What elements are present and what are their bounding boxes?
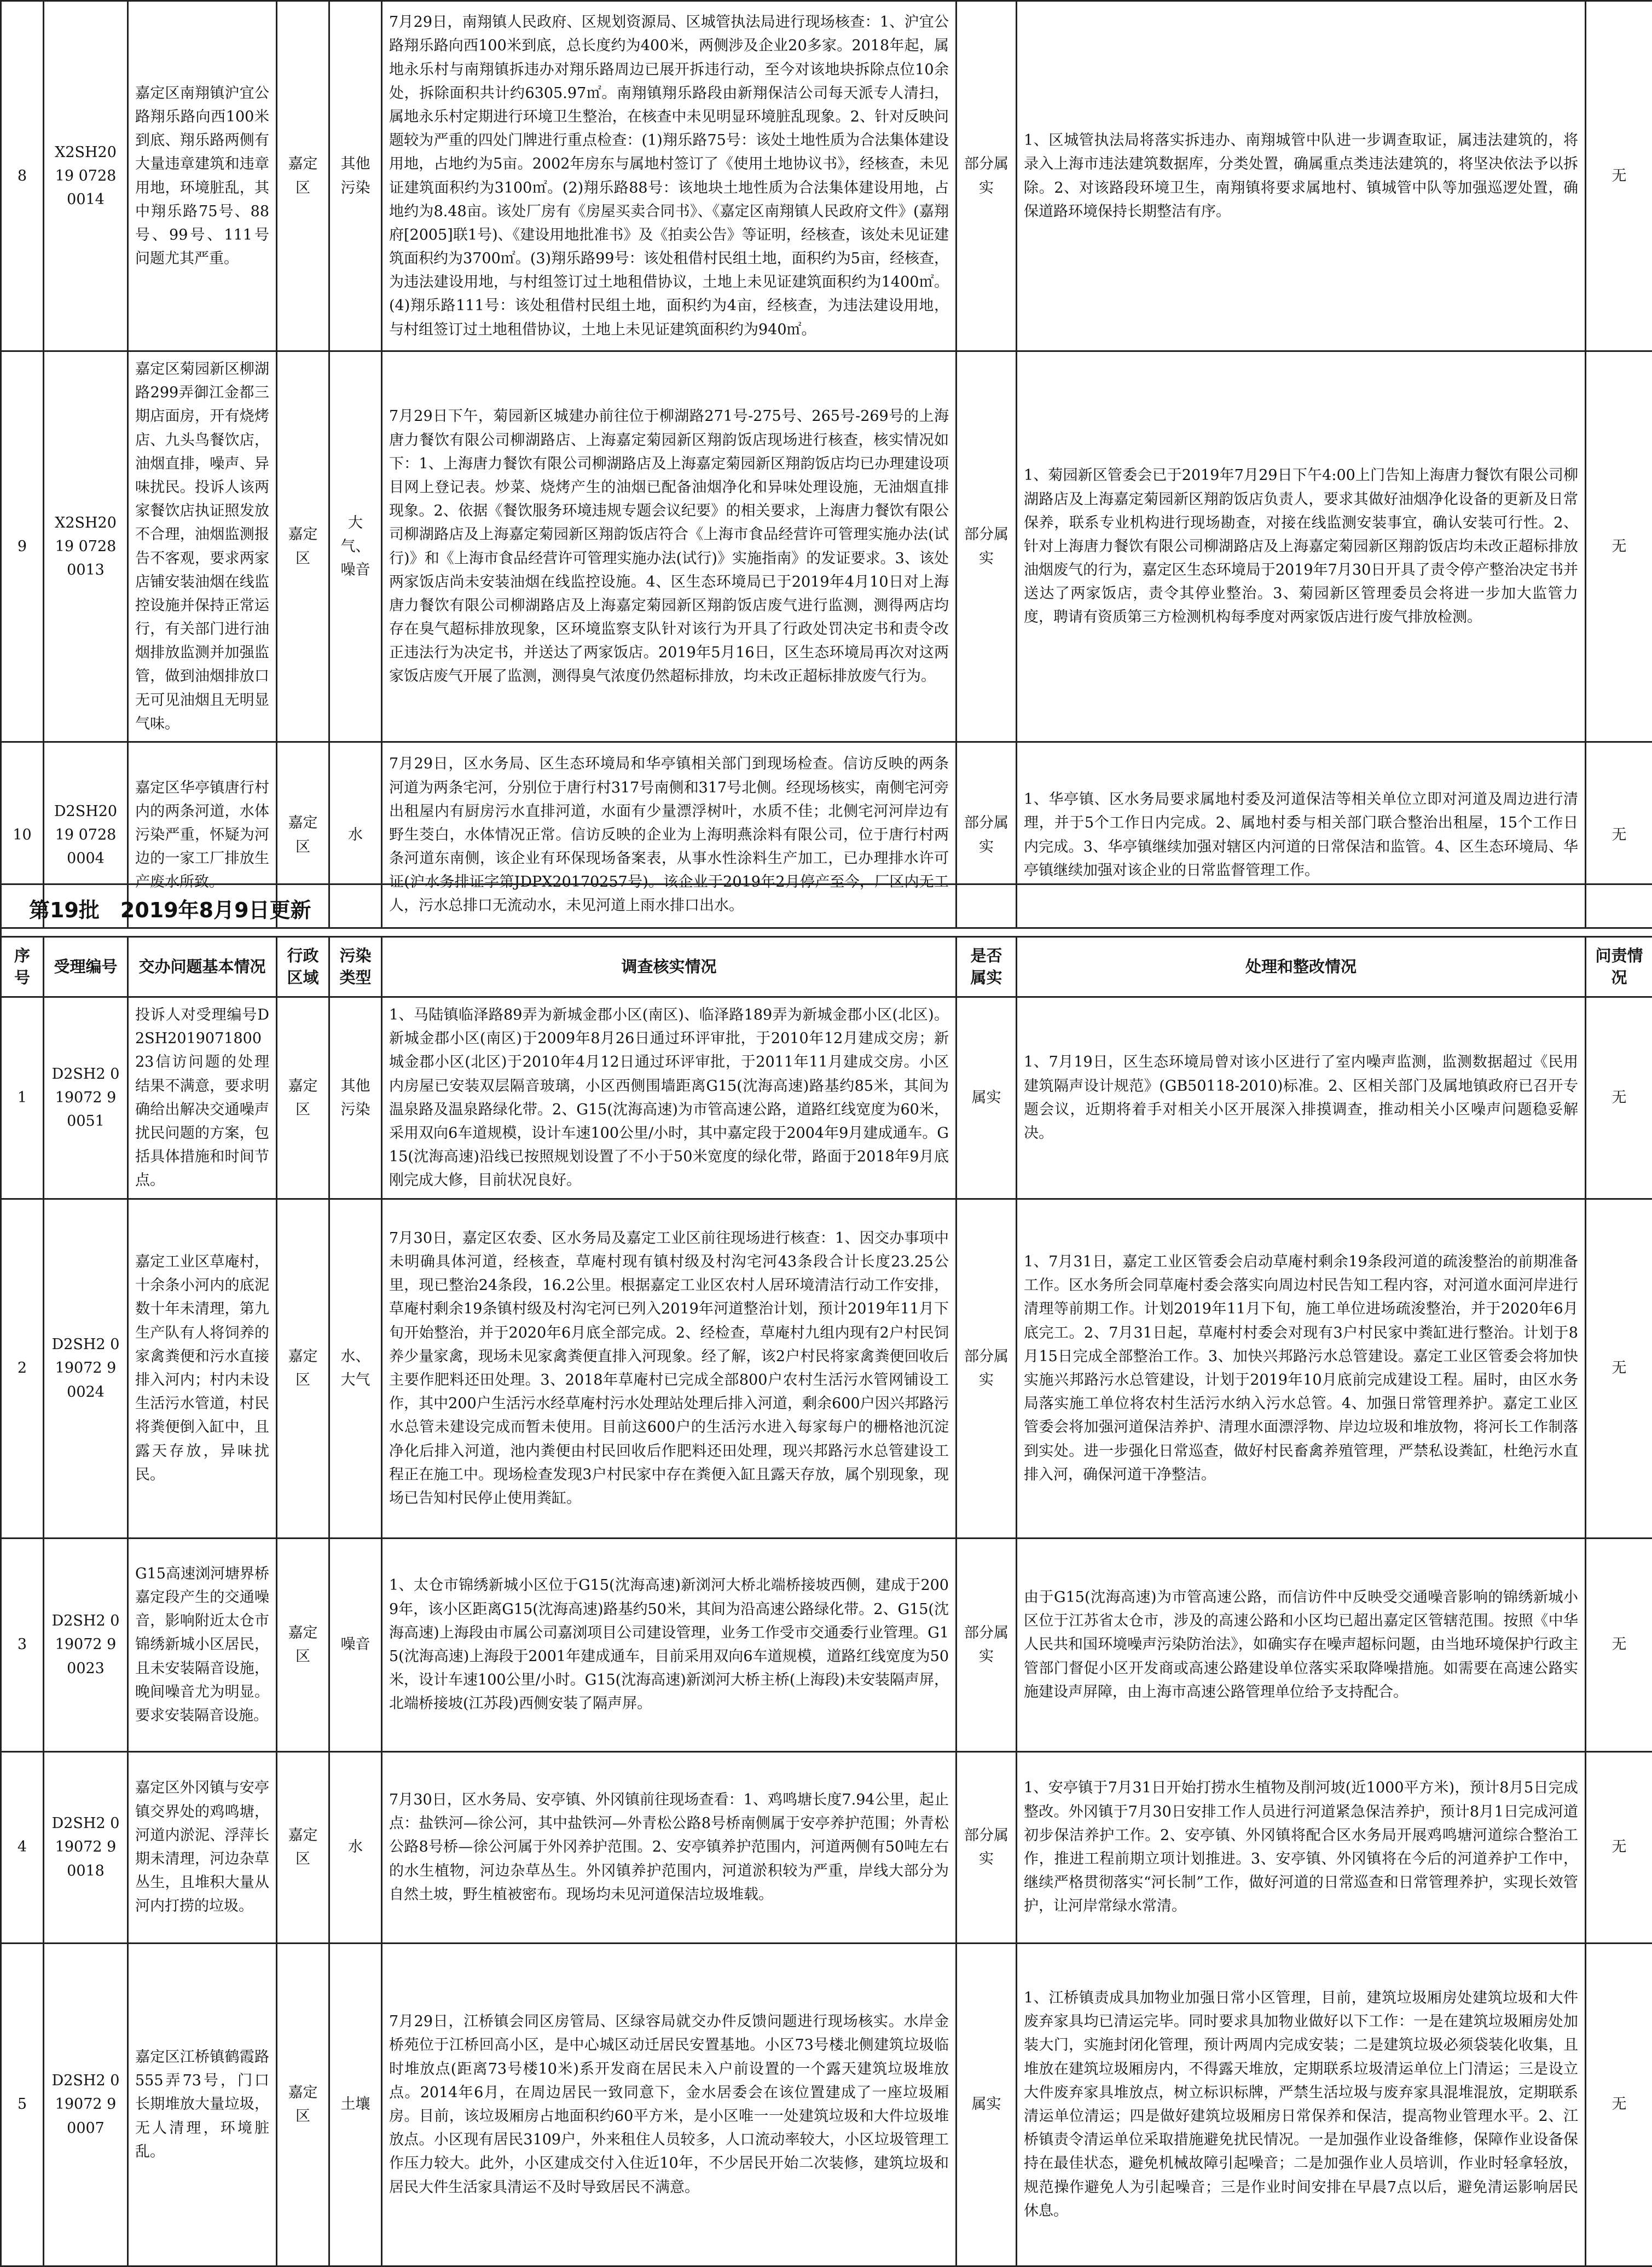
row-seq: 2	[1, 1199, 44, 1538]
case-row-8	[1, 1, 1652, 351]
row-issue: 嘉定区菊园新区柳湖路299弄御江金都三期店面房，开有烧烤店、九头鸟餐饮店，油烟直排，噪声、异味扰民。投诉人该两家餐饮店执证照发放不合理，油烟监测报告不客观，要求两家店铺安装油烟在线监控设施并保持正常运行，有关部门进行油烟排放监测并加强监管，做到油烟排放口无可见油烟且无明显气味。	[128, 351, 277, 742]
row-type: 水	[329, 742, 382, 928]
batch-title-row	[1, 884, 1652, 937]
row-id: D2SH2 019072 90051	[44, 997, 128, 1199]
row-issue: 嘉定区外冈镇与安亭镇交界处的鸡鸣塘，河道内淤泥、浮萍长期未清理，河边杂草丛生，且堆积大量从河内打捞的垃圾。	[128, 1751, 277, 1943]
row-id: X2SH2019 07280014	[44, 1, 128, 351]
row-accountability: 无	[1586, 1, 1652, 351]
row-id: D2SH2 019072 90018	[44, 1751, 128, 1943]
row-accountability: 无	[1586, 351, 1652, 742]
row-type: 水、大气	[329, 1199, 382, 1538]
header-id: 受理编号	[44, 937, 128, 997]
header-finding: 调查核实情况	[382, 937, 957, 997]
header-row	[1, 937, 1652, 997]
row-district: 嘉定区	[277, 1751, 329, 1943]
row-finding: 1、马陆镇临泽路89弄为新城金郡小区(南区)、临泽路189弄为新城金郡小区(北区)。新城金郡小区(南区)于2009年8月26日通过环评审批，于2010年12月建成交房；新城金郡小区(北区)于2010年4月12日通过环评审批，于2011年11月建成交房。小区内房屋已安装双层隔音玻璃，小区西侧围墙距离G15(沈海高速)路基约85米，其间为温泉路及温泉路绿化带。2、G15(沈海高速)为市管高速公路，道路红线宽度为60米，采用双向6车道规模，设计车速100公里/小时，其中嘉定段于2004年9月建成通车。G15(沈海高速)沿线已按照规划设置了不小于50米宽度的绿化带，路面于2018年9月底刚完成大修，目前状况良好。	[382, 997, 957, 1199]
row-issue: G15高速浏河塘界桥嘉定段产生的交通噪音，影响附近太仓市锦绣新城小区居民，且未安装隔音设施，晚间噪音尤为明显。要求安装隔音设施。	[128, 1538, 277, 1751]
row-district: 嘉定区	[277, 1199, 329, 1538]
row-finding: 7月29日，江桥镇会同区房管局、区绿容局就交办件反馈问题进行现场核实。水岸金桥苑位于江桥回高小区，是中心城区动迁居民安置基地。小区73号楼北侧建筑垃圾临时堆放点(距离73号楼10米)系开发商在居民未入户前设置的一个露天建筑垃圾堆放点。2014年6月，在周边居民一致同意下，金水居委会在该位置建成了一座垃圾厢房。目前，该垃圾厢房占地面积约60平方米，是小区唯一一处建筑垃圾和大件垃圾堆放点。小区现有居民3109户，外来租住人员较多，人口流动率较大，小区垃圾管理工作压力较大。此外，小区建成交付入住近10年，不少居民开始二次装修，建筑垃圾和居民大件生活家具清运不及时导致居民不满意。	[382, 1943, 957, 2266]
row-verdict: 部分属实	[957, 1199, 1017, 1538]
row-district: 嘉定区	[277, 742, 329, 928]
row-action: 1、区城管执法局将落实拆违办、南翔城管中队进一步调查取证，属违法建筑的，将录入上海市违法建筑数据库，分类处置，确属重点类违法建筑的，将坚决依法予以拆除。2、对该路段环境卫生，南翔镇将要求属地村、镇城管中队等加强巡逻处置，确保道路环境保持长期整洁有序。	[1017, 1, 1586, 351]
row-issue: 投诉人对受理编号D2SH201907180023信访问题的处理结果不满意，要求明确给出解决交通噪声扰民问题的方案，包括具体措施和时间节点。	[128, 997, 277, 1199]
case-row-5	[1, 1943, 1652, 2266]
row-finding: 7月30日，嘉定区农委、区水务局及嘉定工业区前往现场进行核查：1、因交办事项中未明确具体河道，经核查，草庵村现有镇村级及村沟宅河43条段合计长度23.25公里，现已整治24条段，16.2公里。根据嘉定工业区农村人居环境清洁行动工作安排，草庵村剩余19条镇村级及村沟宅河已列入2019年河道整治计划，预计2019年11月下旬开始整治，并于2020年6月底全部完成。2、经检查，草庵村九组内现有2户村民饲养少量家禽，现场未见家禽粪便直排入河现象。经了解，该2户村民将家禽粪便回收后主要作肥料还田处理。3、2018年草庵村已完成全部800户农村生活污水管网铺设工作，其中200户生活污水经草庵村污水处理站处理后排入河道，剩余600户因兴邦路污水总管未建设完成而暂未使用。目前这600户的生活污水进入每家每户的栅格池沉淀净化后排入河道，池内粪便由村民回收后作肥料还田处理，现兴邦路污水总管建设工程正在施工中。现场检查发现3户村民家中存在粪便入缸且露天存放，属个别现象，现场已告知村民停止使用粪缸。	[382, 1199, 957, 1538]
case-row-9	[1, 351, 1652, 742]
row-district: 嘉定区	[277, 1943, 329, 2266]
row-id: D2SH2 019072 90023	[44, 1538, 128, 1751]
row-issue: 嘉定区华亭镇唐行村内的两条河道，水体污染严重，怀疑为河边的一家工厂排放生产废水所致。	[128, 742, 277, 928]
row-seq: 8	[1, 1, 44, 351]
header-district: 行政区域	[277, 937, 329, 997]
header-seq: 序号	[1, 937, 44, 997]
row-type: 其他污染	[329, 1, 382, 351]
batch-19-table	[0, 883, 1652, 2267]
row-seq: 10	[1, 742, 44, 928]
continued-case-table	[0, 0, 1652, 929]
row-type: 土壤	[329, 1943, 382, 2266]
row-action: 1、7月31日，嘉定工业区管委会启动草庵村剩余19条段河道的疏浚整治的前期准备工作。区水务所会同草庵村委会落实向周边村民告知工程内容，对河道水面河岸进行清理等前期工作。计划2019年11月下旬，施工单位进场疏浚整治，并于2020年6月底完工。2、7月31日起，草庵村村委会对现有3户村民家中粪缸进行整治。计划于8月15日完成全部整治工作。3、加快兴邦路污水总管建设。嘉定工业区管委会将加快实施兴邦路污水总管建设，计划于2019年10月底前完成建设工程。届时，由区水务局落实施工单位将农村生活污水纳入污水总管。4、加强日常管理养护。嘉定工业区管委会将加强河道保洁养护、清理水面漂浮物、岸边垃圾和堆放物，将河长工作制落到实处。进一步强化日常巡查，做好村民畜禽养殖管理，严禁私设粪缸，杜绝污水直排入河，确保河道干净整洁。	[1017, 1199, 1586, 1538]
row-finding: 7月29日下午，菊园新区城建办前往位于柳湖路271号-275号、265号-269号的上海唐力餐饮有限公司柳湖路店、上海嘉定菊园新区翔韵饭店现场进行核查，核实情况如下：1、上海唐力餐饮有限公司柳湖路店及上海嘉定菊园新区翔韵饭店均已办理建设项目网上登记表。炒菜、烧烤产生的油烟已配备油烟净化和异味处理设施，无油烟直排现象。2、依据《餐饮服务环境违规专题会议纪要》的相关要求，上海唐力餐饮有限公司柳湖路店及上海嘉定菊园新区翔韵饭店符合《上海市食品经营许可管理实施办法(试行)》和《上海市食品经营许可管理实施办法(试行)》实施指南》的发证要求。3、该处两家饭店尚未安装油烟在线监控设施。4、区生态环境局已于2019年4月10日对上海唐力餐饮有限公司柳湖路店及上海嘉定菊园新区翔韵饭店废气进行监测，测得两店均存在臭气超标排放现象，区环境监察支队针对该行为开具了行政处罚决定书和责令改正违法行为决定书，并送达了两家饭店。2019年5月16日，区生态环境局再次对这两家饭店废气开展了监测，测得臭气浓度仍然超标排放，均未改正超标排放废气行为。	[382, 351, 957, 742]
row-id: D2SH2 019072 90024	[44, 1199, 128, 1538]
row-accountability: 无	[1586, 1943, 1652, 2266]
row-type: 大气、噪音	[329, 351, 382, 742]
row-district: 嘉定区	[277, 1, 329, 351]
row-accountability: 无	[1586, 1751, 1652, 1943]
row-action: 1、菊园新区管委会已于2019年7月29日下午4:00上门告知上海唐力餐饮有限公司柳湖路店及上海嘉定菊园新区翔韵饭店负责人，要求其做好油烟净化设备的更新及日常保养，联系专业机构进行现场勘查，对接在线监测安装事宜，确认安装可行性。2、针对上海唐力餐饮有限公司柳湖路店及上海嘉定菊园新区翔韵饭店均未改正超标排放油烟废气的行为，嘉定区生态环境局于2019年7月30日开具了责令停产整治决定书并送达了两家饭店，责令其停业整治。3、菊园新区管理委员会将进一步加大监管力度，聘请有资质第三方检测机构每季度对两家饭店进行废气排放检测。	[1017, 351, 1586, 742]
row-action: 1、华亭镇、区水务局要求属地村委及河道保洁等相关单位立即对河道及周边进行清理，并于5个工作日内完成。2、属地村委与相关部门联合整治出租屋，15个工作日内完成。3、华亭镇继续加强对辖区内河道的日常保洁和监管。4、区生态环境局、华亭镇继续加强对该企业的日常监督管理工作。	[1017, 742, 1586, 928]
row-id: X2SH2019 07280013	[44, 351, 128, 742]
header-issue: 交办问题基本情况	[128, 937, 277, 997]
row-accountability: 无	[1586, 997, 1652, 1199]
row-type: 水	[329, 1751, 382, 1943]
header-type: 污染类型	[329, 937, 382, 997]
row-issue: 嘉定区南翔镇沪宜公路翔乐路向西100米到底、翔乐路两侧有大量违章建筑和违章用地，环境脏乱，其中翔乐路75号、88号、99号、111号问题尤其严重。	[128, 1, 277, 351]
row-verdict: 属实	[957, 1943, 1017, 2266]
row-accountability: 无	[1586, 1538, 1652, 1751]
row-seq: 4	[1, 1751, 44, 1943]
case-row-4	[1, 1751, 1652, 1943]
row-action: 1、江桥镇责成具加物业加强日常小区管理，目前，建筑垃圾厢房处建筑垃圾和大件废弃家具均已清运完毕。同时要求具加物业做好以下工作：一是在建筑垃圾厢房处加装大门，实施封闭化管理，预计两周内完成安装；二是建筑垃圾必须袋装化收集，且堆放在建筑垃圾厢房内，不得露天堆放，定期联系垃圾清运单位上门清运；三是设立大件废弃家具堆放点，树立标识标牌，严禁生活垃圾与废弃家具混堆混放，定期联系清运单位清运；四是做好建筑垃圾厢房日常保养和保洁，提高物业管理水平。2、江桥镇责令清运单位采取措施避免扰民情况。一是加强作业设备维修，保障作业设备保持在最佳状态，避免机械故障引起噪音；二是加强作业人员培训，作业时轻拿轻放，规范操作避免人为引起噪音；三是作业时间安排在早晨7点以后，避免清运影响居民休息。	[1017, 1943, 1586, 2266]
case-row-1	[1, 997, 1652, 1199]
header-verdict: 是否属实	[957, 937, 1017, 997]
row-seq: 3	[1, 1538, 44, 1751]
row-id: D2SH2019 07280004	[44, 742, 128, 928]
row-seq: 1	[1, 997, 44, 1199]
row-accountability: 无	[1586, 742, 1652, 928]
row-accountability: 无	[1586, 1199, 1652, 1538]
row-id: D2SH2 019072 90007	[44, 1943, 128, 2266]
row-finding: 7月29日，区水务局、区生态环境局和华亭镇相关部门到现场检查。信访反映的两条河道为两条宅河，分别位于唐行村317号南侧和317号北侧。经现场核实，南侧宅河旁出租屋内有厨房污水直排河道，水面有少量漂浮树叶，水质不佳；北侧宅河河岸边有野生茭白，水体情况正常。信访反映的企业为上海明燕涂料有限公司，位于唐行村两条河道东南侧，该企业有环保现场备案表，从事水性涂料生产加工，已办理排水许可证(沪水务排证字第JDPX20170257号)。该企业于2019年2月停产至今，厂区内无工人，污水总排口无流动水，未见河道上雨水排口出水。	[382, 742, 957, 928]
row-action: 1、7月19日，区生态环境局曾对该小区进行了室内噪声监测，监测数据超过《民用建筑隔声设计规范》(GB50118-2010)标准。2、区相关部门及属地镇政府已召开专题会议，近期将着手对相关小区开展深入排摸调查，推动相关小区噪声问题稳妥解决。	[1017, 997, 1586, 1199]
row-verdict: 部分属实	[957, 1751, 1017, 1943]
row-district: 嘉定区	[277, 1538, 329, 1751]
row-seq: 9	[1, 351, 44, 742]
row-verdict: 属实	[957, 997, 1017, 1199]
row-verdict: 部分属实	[957, 1, 1017, 351]
row-type: 其他污染	[329, 997, 382, 1199]
row-action: 1、安亭镇于7月31日开始打捞水生植物及削河坡(近1000平方米)，预计8月5日完成整改。外冈镇于7月30日安排工作人员进行河道紧急保洁养护，预计8月1日完成河道初步保洁养护工作。2、安亭镇、外冈镇将配合区水务局开展鸡鸣塘河道综合整治工作，推进工程前期立项计划推进。3、安亭镇、外冈镇将在今后的河道养护工作中，继续严格贯彻落实“河长制”工作，做好河道的日常巡查和日常管理养护，实现长效管护，让河岸常绿水常清。	[1017, 1751, 1586, 1943]
row-finding: 7月29日，南翔镇人民政府、区规划资源局、区城管执法局进行现场核查：1、沪宜公路翔乐路向西100米到底，总长度约为400米，两侧涉及企业20多家。2018年起，属地永乐村与南翔镇拆违办对翔乐路周边已展开拆违行动，至今对该地块拆除点位10余处，拆除面积共计约6305.97㎡。南翔镇翔乐路段由新翔保洁公司每天派专人清扫，属地永乐村定期进行环境卫生整治，在核查中未见明显环境脏乱现象。2、针对反映问题较为严重的四处门牌进行重点检查：(1)翔乐路75号：该处土地性质为合法集体建设用地，占地约为5亩。2002年房东与属地村签订了《使用土地协议书》，经核查，未见证建筑面积约为3100㎡。(2)翔乐路88号：该地块土地性质为合法集体建设用地，占地约为8.48亩。该处厂房有《房屋买卖合同书》、《嘉定区南翔镇人民政府文件》(嘉翔府[2005]联1号)、《建设用地批准书》及《拍卖公告》等证明，经核查，该处未见证建筑面积约为3700㎡。(3)翔乐路99号：该处租借村民组土地，面积约为5亩，经核查，为违法建设用地，与村组签订过土地租借协议，土地上未见证建筑面积约为1400㎡。(4)翔乐路111号：该处租借村民组土地，面积约为4亩，经核查，为违法建设用地，与村组签订过土地租借协议，土地上未见证建筑面积约为940㎡。	[382, 1, 957, 351]
row-verdict: 部分属实	[957, 1538, 1017, 1751]
row-verdict: 部分属实	[957, 742, 1017, 928]
row-district: 嘉定区	[277, 997, 329, 1199]
row-issue: 嘉定工业区草庵村，十余条小河内的底泥数十年未清理，第九生产队有人将饲养的家禽粪便和污水直接排入河内；村内未设生活污水管道，村民将粪便倒入缸中，且露天存放，异味扰民。	[128, 1199, 277, 1538]
row-finding: 7月30日，区水务局、安亭镇、外冈镇前往现场查看：1、鸡鸣塘长度7.94公里，起止点：盐铁河—徐公河，其中盐铁河—外青松公路8号桥南侧属于安亭养护范围；外青松公路8号桥—徐公河属于外冈养护范围。2、安亭镇养护范围内，河道两侧有50吨左右的水生植物，河边杂草丛生。外冈镇养护范围内，河道淤积较为严重，岸线大部分为自然土坡，野生植被密布。现场均未见河道保洁垃圾堆载。	[382, 1751, 957, 1943]
row-seq: 5	[1, 1943, 44, 2266]
row-issue: 嘉定区江桥镇鹤霞路555弄73号，门口长期堆放大量垃圾，无人清理，环境脏乱。	[128, 1943, 277, 2266]
row-verdict: 部分属实	[957, 351, 1017, 742]
header-accountability: 问责情况	[1586, 937, 1652, 997]
row-type: 噪音	[329, 1538, 382, 1751]
row-action: 由于G15(沈海高速)为市管高速公路，而信访件中反映受交通噪音影响的锦绣新城小区位于江苏省太仓市，涉及的高速公路和小区均已超出嘉定区管辖范围。按照《中华人民共和国环境噪声污染防治法》，如确实存在噪声超标问题，由当地环境保护行政主管部门督促小区开发商或高速公路建设单位落实采取降噪措施。如需要在高速公路实施建设声屏障，由上海市高速公路管理单位给予支持配合。	[1017, 1538, 1586, 1751]
header-action: 处理和整改情况	[1017, 937, 1586, 997]
row-district: 嘉定区	[277, 351, 329, 742]
batch-title: 第19批 2019年8月9日更新	[1, 884, 1652, 937]
row-finding: 1、太仓市锦绣新城小区位于G15(沈海高速)新浏河大桥北端桥接坡西侧，建成于2009年，该小区距离G15(沈海高速)路基约50米，其间为沿高速公路绿化带。2、G15(沈海高速)上海段由市属公司嘉浏项目公司建设管理，业务工作受市交通委行业管理。G15(沈海高速)上海段于2001年建成通车，目前采用双向6车道规模，道路红线宽度为50米，设计车速100公里/小时。G15(沈海高速)新浏河大桥主桥(上海段)未安装隔声屏，北端桥接坡(江苏段)西侧安装了隔声屏。	[382, 1538, 957, 1751]
case-row-2	[1, 1199, 1652, 1538]
case-row-3	[1, 1538, 1652, 1751]
